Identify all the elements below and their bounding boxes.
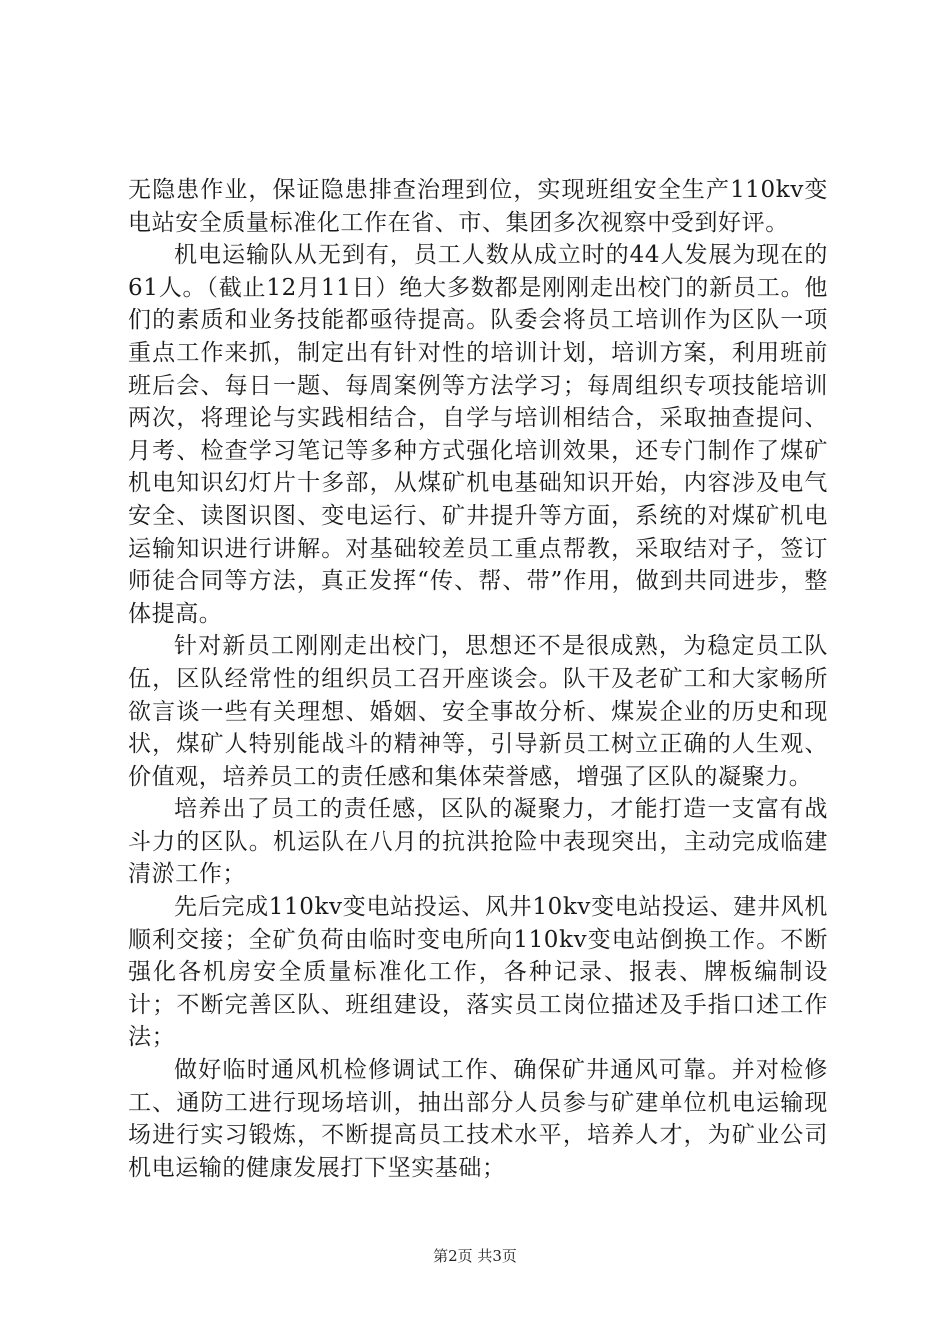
- page-number: 第2页 共3页: [433, 1247, 517, 1265]
- document-body: [128, 174, 828, 1184]
- paragraph-responsibility: 培养出了员工的责任感，区队的凝聚力，才能打造一支富有战斗力的区队。机运队在八月的抗洪抢险中表现突出，主动完成临建清淤工作；: [128, 796, 828, 888]
- paragraph-new-employees: 针对新员工刚刚走出校门，思想还不是很成熟，为稳定员工队伍，区队经常性的组织员工召开座谈会。队干及老矿工和大家畅所欲言谈一些有关理想、婚姻、安全事故分析、煤炭企业的历史和现状，煤矿人特别能战斗的精神等，引导新员工树立正确的人生观、价值观，培养员工的责任感和集体荣誉感，增强了区队的凝聚力。: [128, 633, 828, 790]
- paragraph-substation: 先后完成110kv变电站投运、风井10kv变电站投运、建井风机顺利交接；全矿负荷由临时变电所向110kv变电站倒换工作。不断强化各机房安全质量标准化工作，各种记录、报表、牌板编制设计；不断完善区队、班组建设，落实员工岗位描述及手指口述工作法；: [128, 894, 828, 1051]
- paragraph-training: 机电运输队从无到有，员工人数从成立时的44人发展为现在的61人。（截止12月11日）绝大多数都是刚刚走出校门的新员工。他们的素质和业务技能都亟待提高。队委会将员工培训作为区队一项重点工作来抓，制定出有针对性的培训计划，培训方案，利用班前班后会、每日一题、每周案例等方法学习；每周组织专项技能培训两次，将理论与实践相结合，自学与培训相结合，采取抽查提问、月考、检查学习笔记等多种方式强化培训效果，还专门制作了煤矿机电知识幻灯片十多部，从煤矿机电基础知识开始，内容涉及电气安全、读图识图、变电运行、矿井提升等方面，系统的对煤矿机电运输知识进行讲解。对基础较差员工重点帮教，采取结对子，签订师徒合同等方法，真正发挥“传、帮、带”作用，做到共同进步，整体提高。: [128, 242, 828, 627]
- paragraph-continuation: 无隐患作业，保证隐患排查治理到位，实现班组安全生产110kv变电站安全质量标准化工作在省、市、集团多次视察中受到好评。: [128, 177, 828, 236]
- paragraph-ventilation: 做好临时通风机检修调试工作、确保矿井通风可靠。并对检修工、通防工进行现场培训，抽出部分人员参与矿建单位机电运输现场进行实习锻炼，不断提高员工技术水平，培养人才，为矿业公司机电运输的健康发展打下坚实基础；: [128, 1057, 828, 1181]
